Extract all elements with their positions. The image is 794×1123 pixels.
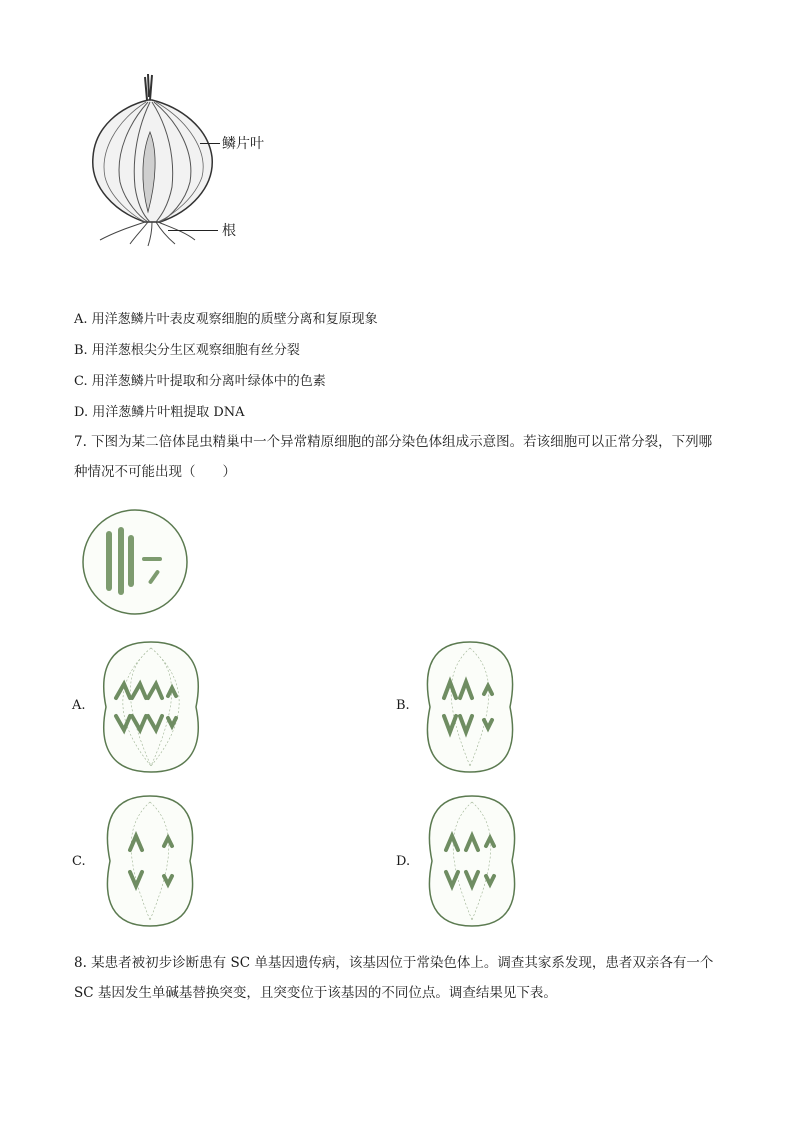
option-b-cell-diagram (420, 638, 520, 776)
q7-option-a-label: A. (72, 698, 86, 713)
root-label: 根 (222, 223, 236, 239)
q6-option-c: C. 用洋葱鳞片叶提取和分离叶绿体中的色素 (74, 374, 326, 389)
q6-option-b: B. 用洋葱根尖分生区观察细胞有丝分裂 (74, 343, 300, 358)
option-a-cell-diagram (96, 638, 206, 776)
q6-option-d: D. 用洋葱鳞片叶粗提取 DNA (74, 405, 245, 420)
reference-cell-diagram (80, 507, 190, 617)
scale-leaf-label: 鳞片叶 (222, 136, 264, 152)
q7-option-b-label: B. (396, 698, 410, 713)
onion-diagram (90, 72, 240, 247)
q7-option-d-label: D. (396, 854, 411, 869)
q6-option-a: A. 用洋葱鳞片叶表皮观察细胞的质壁分离和复原现象 (74, 312, 378, 327)
q7-stem: 7. 下图为某二倍体昆虫精巢中一个异常精原细胞的部分染色体组成示意图。若该细胞可以正常分裂，下列哪种情况不可能出现（ ） (74, 434, 713, 480)
scale-leaf-leader-line (200, 143, 220, 144)
q8-stem: 8. 某患者被初步诊断患有 SC 单基因遗传病，该基因位于常染色体上。调查其家系发现，患者双亲各有一个 SC 基因发生单碱基替换突变，且突变位于该基因的不同位点。调查结果见下表。 (74, 955, 714, 1001)
q7-option-c-label: C. (72, 854, 86, 869)
option-d-cell-diagram (422, 792, 522, 930)
root-leader-line (168, 230, 218, 231)
option-c-cell-diagram (100, 792, 200, 930)
